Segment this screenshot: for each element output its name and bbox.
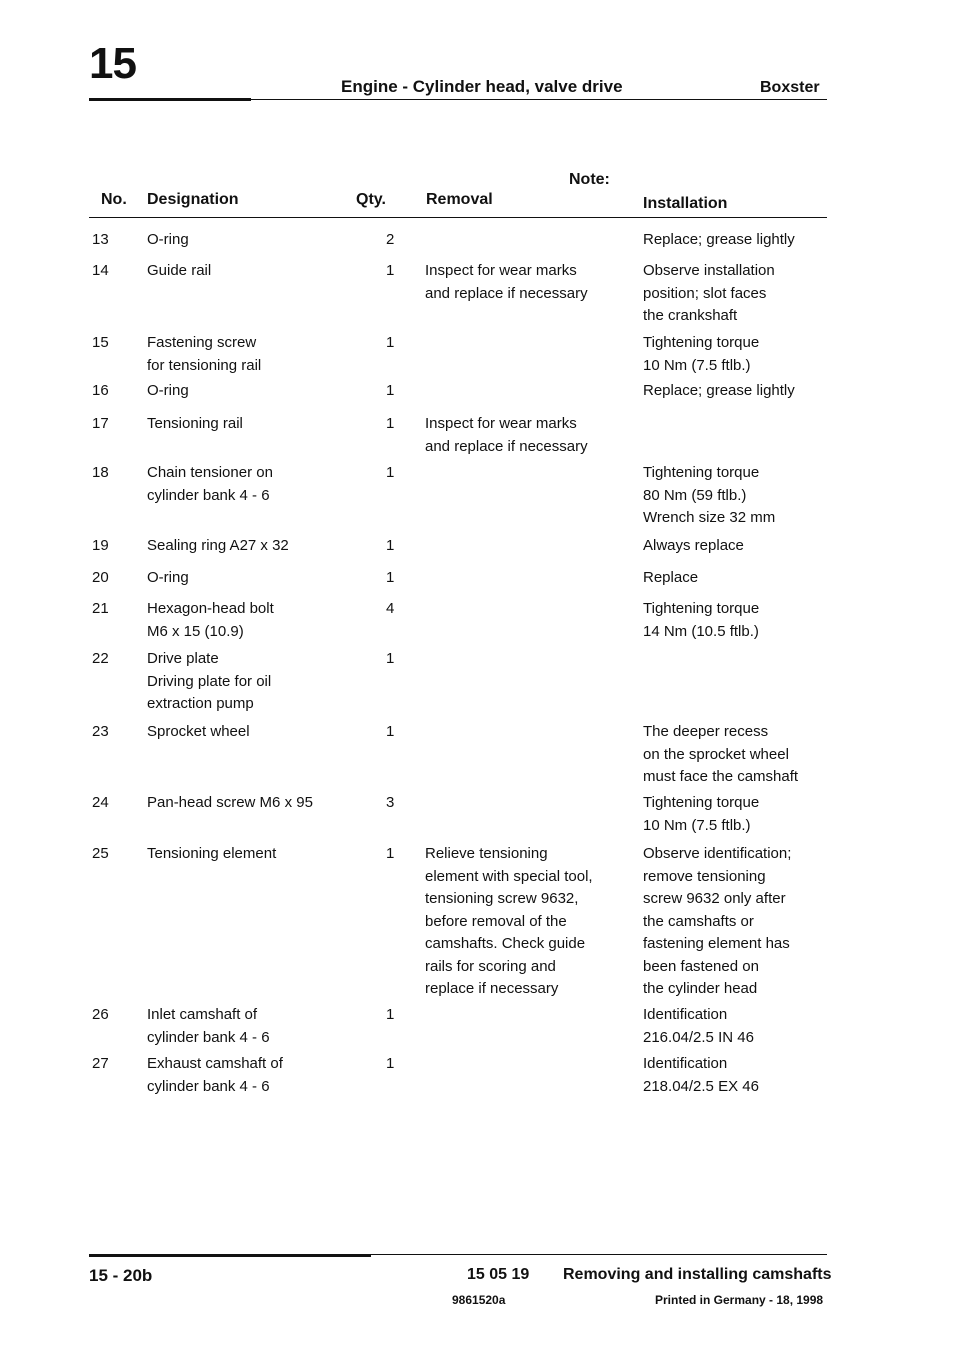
row-number: 27 — [92, 1055, 109, 1072]
row-installation-note: Tightening torque 10 Nm (7.5 ftlb.) — [643, 794, 760, 834]
row-installation-note: The deeper recess on the sprocket wheel must face the camshaft — [643, 723, 799, 785]
row-designation: Sprocket wheel — [147, 723, 250, 740]
row-removal-note: Inspect for wear marks and replace if necessary — [425, 415, 588, 455]
row-designation: O-ring — [147, 231, 189, 248]
row-number: 20 — [92, 569, 109, 586]
row-quantity: 1 — [386, 262, 395, 279]
row-quantity: 1 — [386, 334, 395, 351]
row-installation-note: Identification 216.04/2.5 IN 46 — [643, 1006, 754, 1046]
row-quantity: 1 — [386, 415, 395, 432]
row-quantity: 1 — [386, 845, 395, 862]
column-header-installation: Installation — [643, 195, 728, 212]
row-number: 13 — [92, 231, 109, 248]
row-installation-note: Tightening torque 10 Nm (7.5 ftlb.) — [643, 334, 760, 374]
row-quantity: 1 — [386, 1055, 395, 1072]
row-removal-note: Inspect for wear marks and replace if necessary — [425, 262, 588, 302]
row-installation-note: Tightening torque 80 Nm (59 ftlb.) Wrench size 32 mm — [643, 464, 776, 526]
row-number: 19 — [92, 537, 109, 554]
row-designation: Tensioning rail — [147, 415, 243, 432]
column-header-no: No. — [101, 191, 127, 208]
row-quantity: 1 — [386, 650, 395, 667]
row-designation: Chain tensioner on cylinder bank 4 - 6 — [147, 464, 273, 504]
row-designation: Drive plate Driving plate for oil extraction pump — [147, 650, 272, 712]
row-number: 17 — [92, 415, 109, 432]
row-number: 14 — [92, 262, 109, 279]
row-installation-note: Always replace — [643, 537, 744, 554]
row-designation: Hexagon-head bolt M6 x 15 (10.9) — [147, 600, 274, 640]
row-designation: Inlet camshaft of cylinder bank 4 - 6 — [147, 1006, 270, 1046]
row-designation: Sealing ring A27 x 32 — [147, 537, 289, 554]
row-quantity: 1 — [386, 1006, 395, 1023]
row-designation: Tensioning element — [147, 845, 277, 862]
row-removal-note: Relieve tensioning element with special tool, tensioning screw 9632, before removal of the camshafts. Check guide rails for scoring and replace if necessary — [425, 845, 593, 997]
document-number: 9861520a — [452, 1293, 506, 1307]
row-quantity: 1 — [386, 569, 395, 586]
row-quantity: 2 — [386, 231, 395, 248]
row-number: 15 — [92, 334, 109, 351]
row-quantity: 1 — [386, 537, 395, 554]
row-quantity: 1 — [386, 464, 395, 481]
row-designation: O-ring — [147, 569, 189, 586]
column-header-removal: Removal — [426, 191, 493, 208]
row-designation: Exhaust camshaft of cylinder bank 4 - 6 — [147, 1055, 283, 1095]
row-designation: O-ring — [147, 382, 189, 399]
row-number: 26 — [92, 1006, 109, 1023]
row-designation: Pan-head screw M6 x 95 — [147, 794, 313, 811]
row-installation-note: Observe identification; remove tensioning screw 9632 only after the camshafts or fastening element has been fastened on the cylinder head — [643, 845, 792, 997]
row-quantity: 3 — [386, 794, 395, 811]
row-installation-note: Identification 218.04/2.5 EX 46 — [643, 1055, 759, 1095]
row-number: 24 — [92, 794, 109, 811]
column-header-designation: Designation — [147, 191, 239, 208]
row-installation-note: Observe installation position; slot faces the crankshaft — [643, 262, 775, 324]
row-number: 23 — [92, 723, 109, 740]
row-quantity: 1 — [386, 723, 395, 740]
note-label: Note: — [569, 171, 610, 188]
row-number: 16 — [92, 382, 109, 399]
row-installation-note: Replace — [643, 569, 699, 586]
print-info: Printed in Germany - 18, 1998 — [655, 1293, 824, 1307]
row-designation: Fastening screw for tensioning rail — [147, 334, 262, 374]
row-designation: Guide rail — [147, 262, 212, 279]
chapter-number: 15 — [89, 39, 136, 88]
row-installation-note: Tightening torque 14 Nm (10.5 ftlb.) — [643, 600, 760, 640]
row-number: 22 — [92, 650, 109, 667]
row-installation-note: Replace; grease lightly — [643, 231, 795, 248]
column-header-qty: Qty. — [356, 191, 386, 208]
section-title: Removing and installing camshafts — [563, 1266, 832, 1283]
page-header-title: Engine - Cylinder head, valve drive — [341, 77, 623, 96]
section-code: 15 05 19 — [467, 1266, 530, 1283]
header-rule-accent — [89, 98, 251, 101]
row-number: 25 — [92, 845, 109, 862]
row-number: 21 — [92, 600, 109, 617]
page-number: 15 - 20b — [89, 1266, 153, 1285]
row-installation-note: Replace; grease lightly — [643, 382, 795, 399]
row-quantity: 1 — [386, 382, 395, 399]
row-quantity: 4 — [386, 600, 395, 617]
table-header-rule — [89, 217, 827, 218]
page-header-model: Boxster — [760, 79, 820, 96]
footer-rule-accent — [89, 1254, 371, 1257]
row-number: 18 — [92, 464, 109, 481]
